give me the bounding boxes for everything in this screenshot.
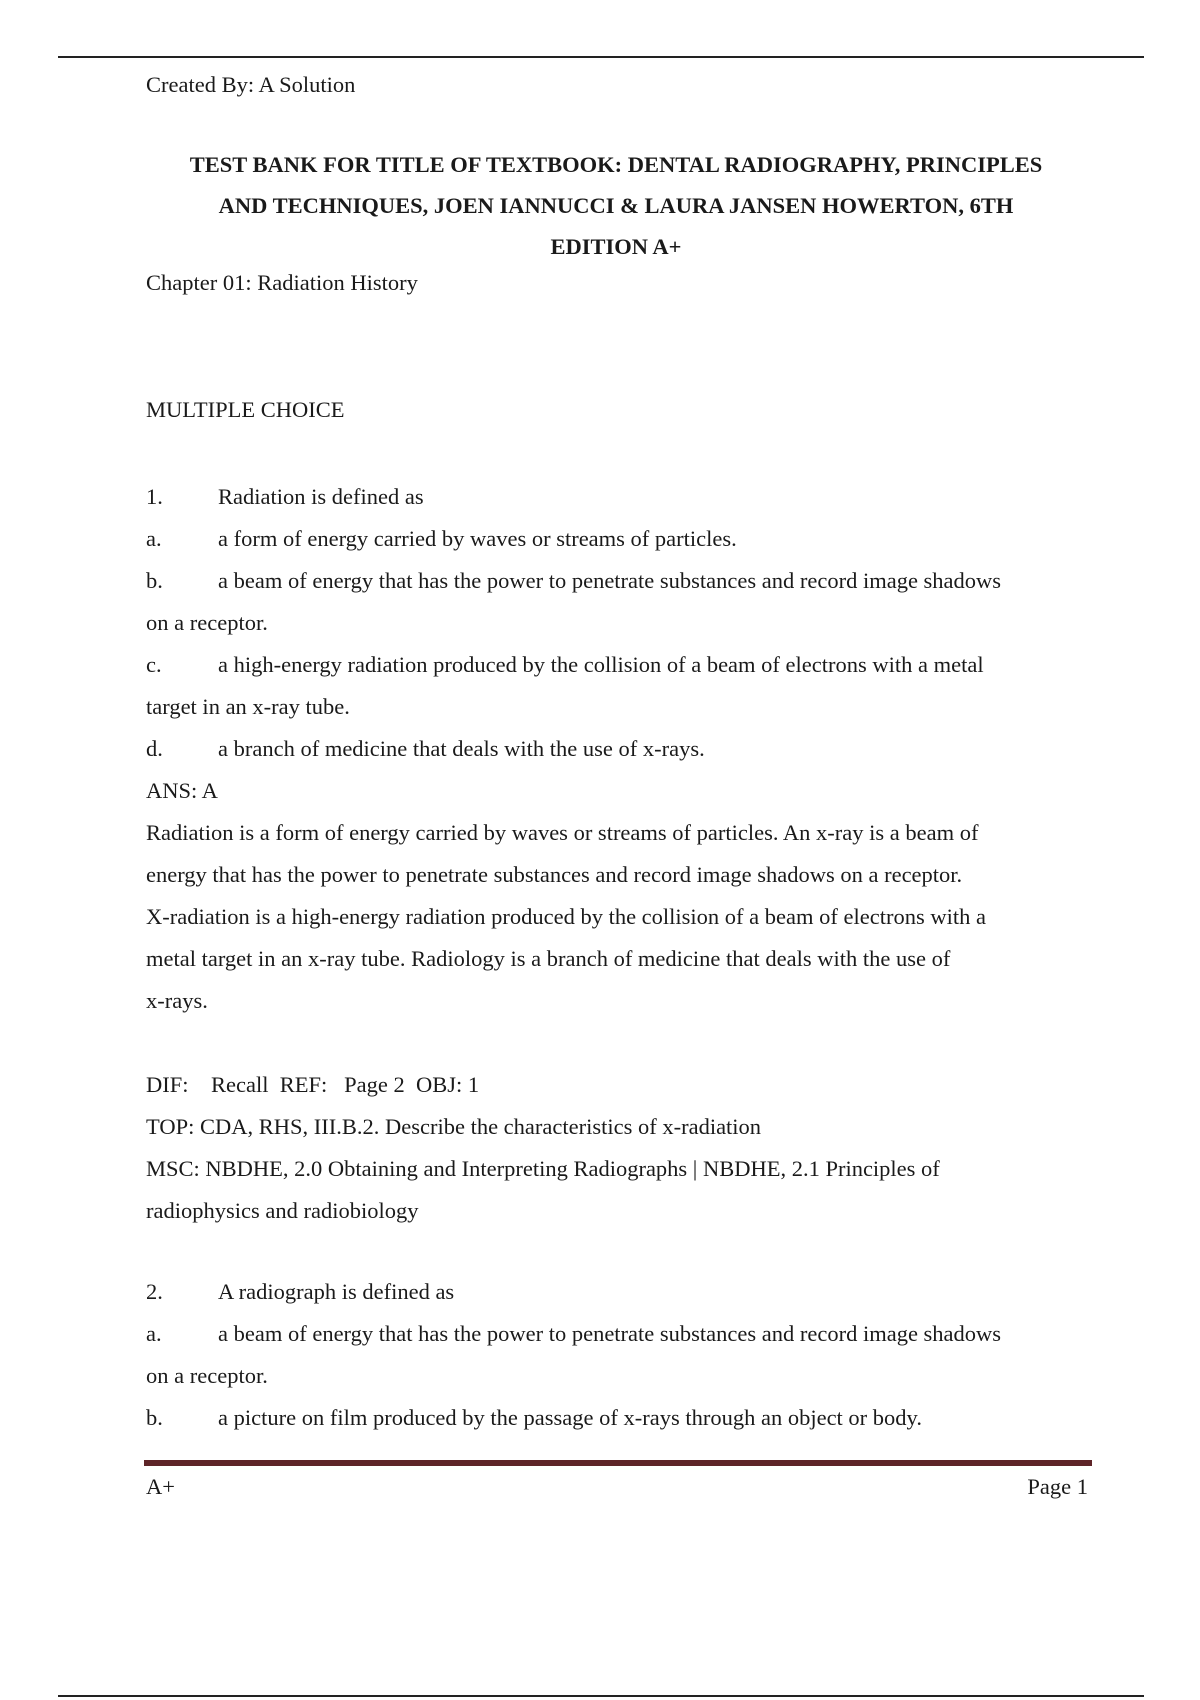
top-line: TOP: CDA, RHS, III.B.2. Describe the characteristics of x-radiation	[146, 1114, 762, 1139]
option-label: a.	[146, 526, 162, 551]
title-line: TEST BANK FOR TITLE OF TEXTBOOK: DENTAL RADIOGRAPHY, PRINCIPLES	[189, 152, 1043, 177]
option-label: c.	[146, 652, 162, 677]
option-label: a.	[146, 1321, 162, 1346]
title-line: EDITION A+	[550, 234, 682, 259]
option-b: a beam of energy that has the power to penetrate substances and record image shadows	[218, 568, 1002, 593]
option-label: d.	[146, 736, 163, 761]
option-a: a beam of energy that has the power to penetrate substances and record image shadows	[218, 1321, 1002, 1346]
top-rule	[58, 56, 1144, 58]
rationale-line: metal target in an x-ray tube. Radiology is a branch of medicine that deals with the use of	[146, 946, 951, 971]
question-number: 1.	[146, 484, 163, 509]
option-a-cont: on a receptor.	[146, 1363, 268, 1388]
question-1	[146, 476, 1086, 1232]
footer-grade: A+	[146, 1474, 175, 1499]
option-label: b.	[146, 1405, 163, 1430]
title-line: AND TECHNIQUES, JOEN IANNUCCI & LAURA JANSEN HOWERTON, 6TH	[218, 193, 1014, 218]
msc-line: MSC: NBDHE, 2.0 Obtaining and Interpreting Radiographs | NBDHE, 2.1 Principles of	[146, 1156, 940, 1181]
option-b: a picture on film produced by the passage of x-rays through an object or body.	[218, 1405, 922, 1430]
bottom-rule	[58, 1695, 1144, 1697]
document-title	[146, 144, 1086, 267]
section-heading: MULTIPLE CHOICE	[146, 397, 345, 422]
created-by: Created By: A Solution	[146, 72, 356, 97]
rationale-line: X-radiation is a high-energy radiation produced by the collision of a beam of electrons with a	[146, 904, 986, 929]
rationale-line: Radiation is a form of energy carried by waves or streams of particles. An x-ray is a beam of	[146, 820, 979, 845]
rationale-line: energy that has the power to penetrate substances and record image shadows on a receptor.	[146, 862, 963, 887]
footer-bar	[144, 1460, 1092, 1466]
question-number: 2.	[146, 1279, 163, 1304]
option-c-cont: target in an x-ray tube.	[146, 694, 350, 719]
dif-line: DIF: Recall REF: Page 2 OBJ: 1	[146, 1072, 480, 1097]
option-c: a high-energy radiation produced by the collision of a beam of electrons with a metal	[218, 652, 984, 677]
option-b-cont: on a receptor.	[146, 610, 268, 635]
option-d: a branch of medicine that deals with the use of x-rays.	[218, 736, 705, 761]
question-stem: Radiation is defined as	[218, 484, 424, 509]
question-2	[146, 1271, 1086, 1439]
rationale-line: x-rays.	[146, 988, 208, 1013]
page-number: Page 1	[1027, 1474, 1088, 1499]
question-stem: A radiograph is defined as	[218, 1279, 455, 1304]
option-label: b.	[146, 568, 163, 593]
option-a: a form of energy carried by waves or streams of particles.	[218, 526, 737, 551]
chapter-heading: Chapter 01: Radiation History	[146, 270, 418, 295]
msc-line: radiophysics and radiobiology	[146, 1198, 419, 1223]
answer: ANS: A	[146, 778, 218, 803]
